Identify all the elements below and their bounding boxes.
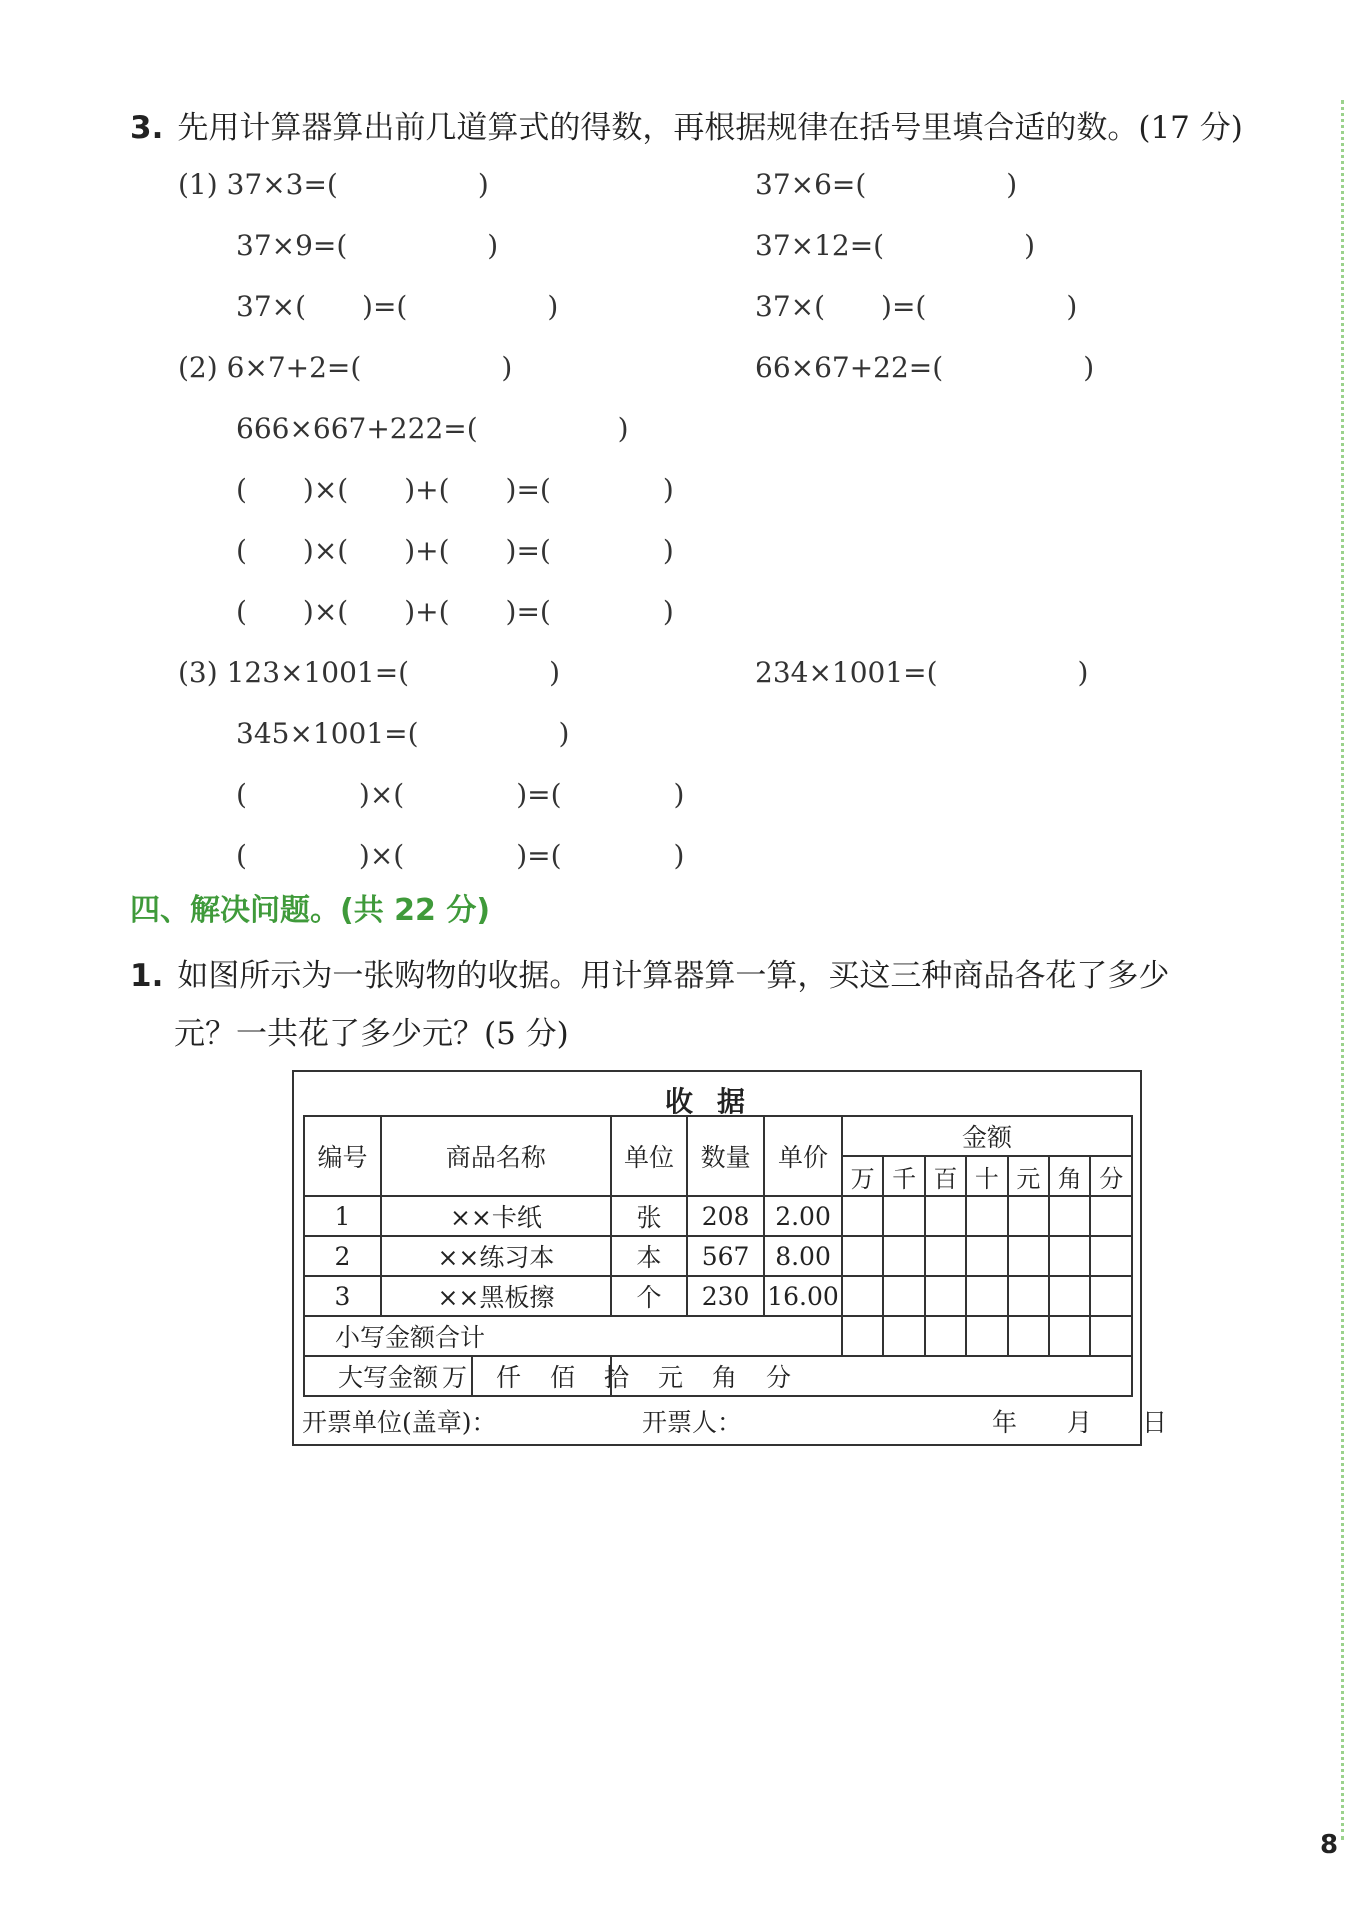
amount-cell[interactable]	[883, 1276, 924, 1316]
amount-cell[interactable]	[1049, 1276, 1090, 1316]
digit-header: 角	[1049, 1156, 1090, 1196]
amount-cell[interactable]	[842, 1276, 883, 1316]
equation-line: 37×12=( )	[755, 229, 1036, 262]
amount-cell[interactable]	[1049, 1236, 1090, 1276]
receipt	[292, 1070, 1168, 1446]
digit-header: 分	[1090, 1156, 1132, 1196]
equation-line: 66×67+22=( )	[755, 351, 1095, 384]
amount-cell[interactable]	[842, 1316, 883, 1356]
page-number: 8	[1320, 1830, 1339, 1860]
amount-cell[interactable]	[925, 1316, 966, 1356]
table-row	[304, 1236, 1132, 1276]
drawer-label: 开票人：	[642, 1408, 743, 1437]
equation-line: 37×6=( )	[755, 168, 1018, 201]
question-number: 3.	[130, 110, 164, 146]
row-unit: 个	[611, 1276, 687, 1316]
row-no: 1	[304, 1196, 381, 1236]
amount-cell[interactable]	[925, 1236, 966, 1276]
amount-cell[interactable]	[842, 1196, 883, 1236]
table-row	[304, 1196, 1132, 1236]
equation-line: (3) 123×1001=( )	[178, 656, 561, 689]
problem-1-text	[130, 950, 1169, 995]
table-row	[304, 1276, 1132, 1316]
digit-header: 元	[1008, 1156, 1049, 1196]
amount-cell[interactable]	[1008, 1236, 1049, 1276]
amount-cell[interactable]	[883, 1316, 924, 1356]
amount-cell[interactable]	[1008, 1316, 1049, 1356]
row-price: 8.00	[764, 1236, 842, 1276]
amount-cell[interactable]	[883, 1196, 924, 1236]
problem-number: 1.	[130, 958, 164, 994]
equation-line: ( )×( )+( )=( )	[236, 595, 674, 628]
row-name: ××练习本	[381, 1236, 611, 1276]
amount-cell[interactable]	[1049, 1316, 1090, 1356]
equation-line: 37×9=( )	[236, 229, 499, 262]
digit-header: 万	[842, 1156, 883, 1196]
subtotal-row	[304, 1316, 1132, 1356]
amount-cell[interactable]	[1008, 1276, 1049, 1316]
question-3-title	[130, 102, 1243, 147]
caps-units	[441, 1356, 1132, 1396]
date-label: 年 月 日	[992, 1408, 1168, 1437]
row-name: ××黑板擦	[381, 1276, 611, 1316]
amount-cell[interactable]	[1090, 1236, 1132, 1276]
row-name: ××卡纸	[381, 1196, 611, 1236]
problem-line-1: 如图所示为一张购物的收据。用计算器算一算，买这三种商品各花了多少	[177, 958, 1170, 994]
row-unit: 张	[611, 1196, 687, 1236]
margin-rule	[1341, 100, 1344, 1840]
receipt-table	[303, 1115, 1133, 1397]
equation-line: ( )×( )=( )	[236, 839, 685, 872]
equation-line: 345×1001=( )	[236, 717, 570, 750]
equation-line: ( )×( )+( )=( )	[236, 534, 674, 567]
amount-cell[interactable]	[966, 1316, 1007, 1356]
header-price: 单价	[764, 1116, 842, 1196]
question-text: 先用计算器算出前几道算式的得数，再根据规律在括号里填合适的数。(17 分)	[177, 110, 1243, 146]
row-price: 16.00	[764, 1276, 842, 1316]
row-no: 3	[304, 1276, 381, 1316]
row-no: 2	[304, 1236, 381, 1276]
amount-cell[interactable]	[925, 1276, 966, 1316]
amount-cell[interactable]	[1090, 1316, 1132, 1356]
row-unit: 本	[611, 1236, 687, 1276]
caps-row	[304, 1356, 1132, 1396]
row-qty: 567	[687, 1236, 764, 1276]
digit-header: 十	[966, 1156, 1007, 1196]
equation-line: (2) 6×7+2=( )	[178, 351, 513, 384]
problem-line-2: 元？一共花了多少元？(5 分)	[174, 1016, 569, 1052]
equation-line: (1) 37×3=( )	[178, 168, 489, 201]
amount-cell[interactable]	[1049, 1196, 1090, 1236]
header-name: 商品名称	[381, 1116, 611, 1196]
subtotal-label: 小写金额合计	[304, 1316, 842, 1356]
equation-line: 666×667+222=( )	[236, 412, 629, 445]
amount-cell[interactable]	[966, 1236, 1007, 1276]
row-qty: 208	[687, 1196, 764, 1236]
equation-line: 234×1001=( )	[755, 656, 1089, 689]
digit-header: 千	[883, 1156, 924, 1196]
amount-cell[interactable]	[1090, 1196, 1132, 1236]
amount-cell[interactable]	[966, 1196, 1007, 1236]
amount-cell[interactable]	[925, 1196, 966, 1236]
amount-cell[interactable]	[883, 1236, 924, 1276]
receipt-title: 收据	[664, 1085, 769, 1118]
row-qty: 230	[687, 1276, 764, 1316]
section-title: 四、解决问题。(共 22 分)	[130, 893, 491, 928]
row-price: 2.00	[764, 1196, 842, 1236]
header-unit: 单位	[611, 1116, 687, 1196]
amount-cell[interactable]	[1090, 1276, 1132, 1316]
equation-line: 37×( )=( )	[755, 290, 1078, 323]
caps-label: 大写金额	[305, 1357, 473, 1395]
equation-line: ( )×( )+( )=( )	[236, 473, 674, 506]
equation-line: ( )×( )=( )	[236, 778, 685, 811]
header-qty: 数量	[687, 1116, 764, 1196]
issuer-label: 开票单位(盖章)：	[302, 1408, 497, 1437]
amount-cell[interactable]	[842, 1236, 883, 1276]
amount-cell[interactable]	[966, 1276, 1007, 1316]
amount-cell[interactable]	[1008, 1196, 1049, 1236]
digit-header: 百	[925, 1156, 966, 1196]
caps-units-text: 万 仟 佰 拾 元 角 分	[441, 1363, 793, 1392]
header-amount: 金额	[842, 1116, 1132, 1156]
equation-line: 37×( )=( )	[236, 290, 559, 323]
header-no: 编号	[304, 1116, 381, 1196]
